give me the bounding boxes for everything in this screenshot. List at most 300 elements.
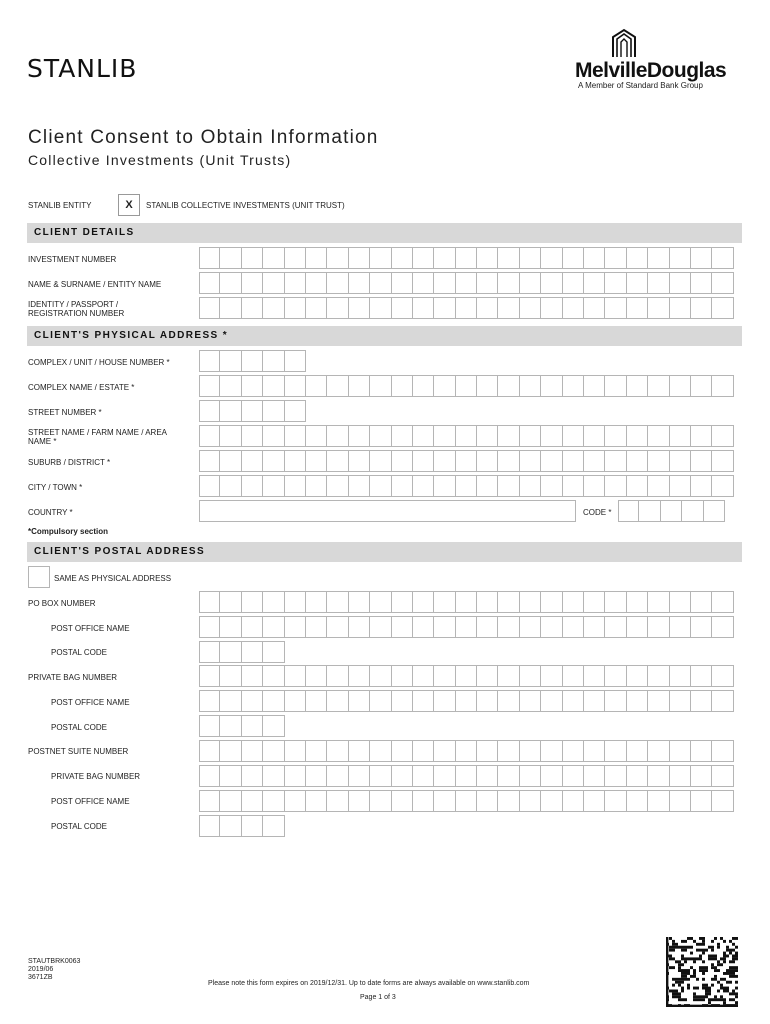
- character-cell[interactable]: [413, 450, 434, 472]
- character-cell[interactable]: [477, 765, 498, 787]
- character-cell[interactable]: [327, 475, 348, 497]
- suburb-field[interactable]: [199, 450, 734, 472]
- character-cell[interactable]: [520, 475, 541, 497]
- character-cell[interactable]: [263, 616, 284, 638]
- character-cell[interactable]: [498, 272, 519, 294]
- character-cell[interactable]: [541, 247, 562, 269]
- character-cell[interactable]: [199, 272, 220, 294]
- character-cell[interactable]: [456, 765, 477, 787]
- character-cell[interactable]: [627, 591, 648, 613]
- character-cell[interactable]: [498, 425, 519, 447]
- character-cell[interactable]: [605, 450, 626, 472]
- character-cell[interactable]: [456, 450, 477, 472]
- character-cell[interactable]: [648, 475, 669, 497]
- character-cell[interactable]: [477, 297, 498, 319]
- character-cell[interactable]: [520, 765, 541, 787]
- character-cell[interactable]: [199, 715, 220, 737]
- character-cell[interactable]: [306, 790, 327, 812]
- character-cell[interactable]: [605, 475, 626, 497]
- character-cell[interactable]: [392, 450, 413, 472]
- character-cell[interactable]: [199, 616, 220, 638]
- character-cell[interactable]: [285, 475, 306, 497]
- character-cell[interactable]: [199, 375, 220, 397]
- character-cell[interactable]: [370, 765, 391, 787]
- character-cell[interactable]: [199, 247, 220, 269]
- character-cell[interactable]: [220, 247, 241, 269]
- character-cell[interactable]: [327, 665, 348, 687]
- character-cell[interactable]: [242, 400, 263, 422]
- character-cell[interactable]: [477, 272, 498, 294]
- character-cell[interactable]: [327, 425, 348, 447]
- character-cell[interactable]: [498, 765, 519, 787]
- character-cell[interactable]: [627, 765, 648, 787]
- character-cell[interactable]: [263, 400, 284, 422]
- character-cell[interactable]: [541, 740, 562, 762]
- character-cell[interactable]: [242, 715, 263, 737]
- character-cell[interactable]: [263, 690, 284, 712]
- character-cell[interactable]: [263, 790, 284, 812]
- character-cell[interactable]: [413, 297, 434, 319]
- character-cell[interactable]: [456, 591, 477, 613]
- character-cell[interactable]: [605, 375, 626, 397]
- character-cell[interactable]: [434, 591, 455, 613]
- character-cell[interactable]: [199, 690, 220, 712]
- character-cell[interactable]: [520, 247, 541, 269]
- character-cell[interactable]: [584, 425, 605, 447]
- character-cell[interactable]: [242, 475, 263, 497]
- character-cell[interactable]: [434, 272, 455, 294]
- character-cell[interactable]: [413, 616, 434, 638]
- character-cell[interactable]: [605, 297, 626, 319]
- character-cell[interactable]: [220, 715, 241, 737]
- character-cell[interactable]: [285, 790, 306, 812]
- character-cell[interactable]: [392, 297, 413, 319]
- character-cell[interactable]: [349, 665, 370, 687]
- character-cell[interactable]: [627, 665, 648, 687]
- character-cell[interactable]: [263, 247, 284, 269]
- character-cell[interactable]: [220, 350, 241, 372]
- character-cell[interactable]: [477, 375, 498, 397]
- character-cell[interactable]: [648, 375, 669, 397]
- character-cell[interactable]: [370, 790, 391, 812]
- character-cell[interactable]: [199, 425, 220, 447]
- character-cell[interactable]: [242, 815, 263, 837]
- character-cell[interactable]: [263, 815, 284, 837]
- city-field[interactable]: [199, 475, 734, 497]
- character-cell[interactable]: [413, 591, 434, 613]
- character-cell[interactable]: [327, 247, 348, 269]
- character-cell[interactable]: [327, 616, 348, 638]
- character-cell[interactable]: [306, 665, 327, 687]
- identity-number-field[interactable]: [199, 297, 734, 319]
- character-cell[interactable]: [199, 790, 220, 812]
- character-cell[interactable]: [541, 790, 562, 812]
- character-cell[interactable]: [370, 591, 391, 613]
- character-cell[interactable]: [285, 375, 306, 397]
- character-cell[interactable]: [434, 790, 455, 812]
- character-cell[interactable]: [263, 297, 284, 319]
- character-cell[interactable]: [712, 450, 733, 472]
- character-cell[interactable]: [691, 450, 712, 472]
- pb-post-office-name-field[interactable]: [199, 690, 734, 712]
- character-cell[interactable]: [434, 665, 455, 687]
- character-cell[interactable]: [327, 591, 348, 613]
- character-cell[interactable]: [220, 641, 241, 663]
- character-cell[interactable]: [648, 450, 669, 472]
- character-cell[interactable]: [199, 350, 220, 372]
- character-cell[interactable]: [639, 500, 660, 522]
- character-cell[interactable]: [670, 450, 691, 472]
- character-cell[interactable]: [498, 450, 519, 472]
- character-cell[interactable]: [691, 375, 712, 397]
- character-cell[interactable]: [648, 740, 669, 762]
- character-cell[interactable]: [434, 450, 455, 472]
- character-cell[interactable]: [563, 475, 584, 497]
- character-cell[interactable]: [477, 475, 498, 497]
- character-cell[interactable]: [605, 247, 626, 269]
- character-cell[interactable]: [285, 665, 306, 687]
- character-cell[interactable]: [584, 297, 605, 319]
- character-cell[interactable]: [498, 665, 519, 687]
- character-cell[interactable]: [605, 272, 626, 294]
- character-cell[interactable]: [691, 247, 712, 269]
- character-cell[interactable]: [691, 297, 712, 319]
- character-cell[interactable]: [627, 425, 648, 447]
- character-cell[interactable]: [285, 740, 306, 762]
- character-cell[interactable]: [520, 790, 541, 812]
- character-cell[interactable]: [285, 247, 306, 269]
- character-cell[interactable]: [498, 690, 519, 712]
- po-box-number-field[interactable]: [199, 591, 734, 613]
- character-cell[interactable]: [661, 500, 682, 522]
- character-cell[interactable]: [349, 616, 370, 638]
- character-cell[interactable]: [498, 475, 519, 497]
- character-cell[interactable]: [392, 765, 413, 787]
- postnet-suite-number-field[interactable]: [199, 740, 734, 762]
- character-cell[interactable]: [220, 690, 241, 712]
- character-cell[interactable]: [434, 740, 455, 762]
- character-cell[interactable]: [349, 690, 370, 712]
- character-cell[interactable]: [306, 591, 327, 613]
- character-cell[interactable]: [670, 425, 691, 447]
- pn-postal-code-field[interactable]: [199, 815, 285, 837]
- character-cell[interactable]: [349, 790, 370, 812]
- character-cell[interactable]: [456, 616, 477, 638]
- character-cell[interactable]: [541, 591, 562, 613]
- character-cell[interactable]: [627, 740, 648, 762]
- character-cell[interactable]: [242, 740, 263, 762]
- character-cell[interactable]: [349, 272, 370, 294]
- character-cell[interactable]: [199, 450, 220, 472]
- character-cell[interactable]: [413, 247, 434, 269]
- character-cell[interactable]: [670, 616, 691, 638]
- character-cell[interactable]: [541, 690, 562, 712]
- character-cell[interactable]: [434, 425, 455, 447]
- character-cell[interactable]: [220, 790, 241, 812]
- character-cell[interactable]: [199, 591, 220, 613]
- character-cell[interactable]: [327, 790, 348, 812]
- character-cell[interactable]: [306, 765, 327, 787]
- pn-post-office-name-field[interactable]: [199, 790, 734, 812]
- character-cell[interactable]: [370, 375, 391, 397]
- character-cell[interactable]: [627, 450, 648, 472]
- character-cell[interactable]: [520, 740, 541, 762]
- character-cell[interactable]: [605, 690, 626, 712]
- character-cell[interactable]: [242, 425, 263, 447]
- character-cell[interactable]: [648, 690, 669, 712]
- character-cell[interactable]: [434, 690, 455, 712]
- character-cell[interactable]: [704, 500, 725, 522]
- character-cell[interactable]: [242, 272, 263, 294]
- character-cell[interactable]: [327, 765, 348, 787]
- character-cell[interactable]: [456, 740, 477, 762]
- character-cell[interactable]: [413, 665, 434, 687]
- character-cell[interactable]: [498, 247, 519, 269]
- character-cell[interactable]: [712, 790, 733, 812]
- character-cell[interactable]: [584, 247, 605, 269]
- street-number-field[interactable]: [199, 400, 306, 422]
- entity-checkbox[interactable]: X: [118, 194, 140, 216]
- character-cell[interactable]: [434, 765, 455, 787]
- character-cell[interactable]: [456, 790, 477, 812]
- character-cell[interactable]: [563, 272, 584, 294]
- character-cell[interactable]: [263, 665, 284, 687]
- character-cell[interactable]: [242, 616, 263, 638]
- character-cell[interactable]: [413, 765, 434, 787]
- character-cell[interactable]: [370, 425, 391, 447]
- character-cell[interactable]: [541, 375, 562, 397]
- character-cell[interactable]: [242, 591, 263, 613]
- character-cell[interactable]: [520, 272, 541, 294]
- character-cell[interactable]: [242, 375, 263, 397]
- character-cell[interactable]: [648, 616, 669, 638]
- private-bag-number-field[interactable]: [199, 665, 734, 687]
- character-cell[interactable]: [220, 616, 241, 638]
- character-cell[interactable]: [627, 272, 648, 294]
- character-cell[interactable]: [199, 740, 220, 762]
- character-cell[interactable]: [242, 641, 263, 663]
- character-cell[interactable]: [541, 450, 562, 472]
- character-cell[interactable]: [263, 450, 284, 472]
- character-cell[interactable]: [498, 375, 519, 397]
- character-cell[interactable]: [306, 375, 327, 397]
- character-cell[interactable]: [712, 272, 733, 294]
- character-cell[interactable]: [541, 475, 562, 497]
- pn-private-bag-number-field[interactable]: [199, 765, 734, 787]
- character-cell[interactable]: [199, 475, 220, 497]
- character-cell[interactable]: [477, 616, 498, 638]
- character-cell[interactable]: [413, 375, 434, 397]
- name-surname-field[interactable]: [199, 272, 734, 294]
- character-cell[interactable]: [520, 616, 541, 638]
- character-cell[interactable]: [285, 425, 306, 447]
- character-cell[interactable]: [456, 690, 477, 712]
- character-cell[interactable]: [349, 450, 370, 472]
- character-cell[interactable]: [563, 690, 584, 712]
- character-cell[interactable]: [370, 665, 391, 687]
- character-cell[interactable]: [370, 690, 391, 712]
- character-cell[interactable]: [220, 450, 241, 472]
- character-cell[interactable]: [498, 740, 519, 762]
- character-cell[interactable]: [691, 765, 712, 787]
- character-cell[interactable]: [199, 297, 220, 319]
- character-cell[interactable]: [584, 450, 605, 472]
- character-cell[interactable]: [242, 765, 263, 787]
- character-cell[interactable]: [648, 425, 669, 447]
- character-cell[interactable]: [584, 740, 605, 762]
- code-field[interactable]: [618, 500, 725, 522]
- character-cell[interactable]: [605, 665, 626, 687]
- character-cell[interactable]: [392, 740, 413, 762]
- character-cell[interactable]: [327, 690, 348, 712]
- character-cell[interactable]: [520, 450, 541, 472]
- character-cell[interactable]: [670, 765, 691, 787]
- character-cell[interactable]: [434, 375, 455, 397]
- character-cell[interactable]: [520, 690, 541, 712]
- character-cell[interactable]: [242, 450, 263, 472]
- character-cell[interactable]: [605, 616, 626, 638]
- character-cell[interactable]: [285, 690, 306, 712]
- character-cell[interactable]: [434, 297, 455, 319]
- character-cell[interactable]: [584, 375, 605, 397]
- character-cell[interactable]: [584, 790, 605, 812]
- character-cell[interactable]: [498, 790, 519, 812]
- character-cell[interactable]: [285, 616, 306, 638]
- character-cell[interactable]: [541, 616, 562, 638]
- character-cell[interactable]: [670, 272, 691, 294]
- character-cell[interactable]: [477, 425, 498, 447]
- character-cell[interactable]: [263, 350, 284, 372]
- character-cell[interactable]: [263, 641, 284, 663]
- character-cell[interactable]: [605, 790, 626, 812]
- character-cell[interactable]: [477, 665, 498, 687]
- character-cell[interactable]: [456, 375, 477, 397]
- complex-unit-field[interactable]: [199, 350, 306, 372]
- character-cell[interactable]: [670, 790, 691, 812]
- character-cell[interactable]: [670, 591, 691, 613]
- character-cell[interactable]: [477, 740, 498, 762]
- character-cell[interactable]: [563, 665, 584, 687]
- character-cell[interactable]: [520, 297, 541, 319]
- character-cell[interactable]: [682, 500, 703, 522]
- character-cell[interactable]: [392, 790, 413, 812]
- character-cell[interactable]: [220, 665, 241, 687]
- character-cell[interactable]: [306, 475, 327, 497]
- character-cell[interactable]: [306, 247, 327, 269]
- character-cell[interactable]: [712, 425, 733, 447]
- character-cell[interactable]: [434, 616, 455, 638]
- character-cell[interactable]: [285, 765, 306, 787]
- character-cell[interactable]: [584, 765, 605, 787]
- character-cell[interactable]: [349, 297, 370, 319]
- country-field[interactable]: [199, 500, 576, 522]
- character-cell[interactable]: [691, 740, 712, 762]
- character-cell[interactable]: [434, 475, 455, 497]
- character-cell[interactable]: [605, 765, 626, 787]
- character-cell[interactable]: [392, 272, 413, 294]
- character-cell[interactable]: [285, 591, 306, 613]
- character-cell[interactable]: [392, 475, 413, 497]
- character-cell[interactable]: [456, 475, 477, 497]
- character-cell[interactable]: [584, 475, 605, 497]
- character-cell[interactable]: [584, 665, 605, 687]
- character-cell[interactable]: [413, 272, 434, 294]
- character-cell[interactable]: [648, 272, 669, 294]
- character-cell[interactable]: [263, 765, 284, 787]
- character-cell[interactable]: [584, 616, 605, 638]
- same-as-physical-checkbox[interactable]: [28, 566, 50, 588]
- character-cell[interactable]: [712, 591, 733, 613]
- character-cell[interactable]: [263, 475, 284, 497]
- character-cell[interactable]: [370, 272, 391, 294]
- character-cell[interactable]: [541, 765, 562, 787]
- character-cell[interactable]: [627, 375, 648, 397]
- character-cell[interactable]: [285, 272, 306, 294]
- character-cell[interactable]: [220, 272, 241, 294]
- character-cell[interactable]: [220, 475, 241, 497]
- character-cell[interactable]: [691, 790, 712, 812]
- character-cell[interactable]: [413, 740, 434, 762]
- character-cell[interactable]: [349, 591, 370, 613]
- character-cell[interactable]: [220, 375, 241, 397]
- character-cell[interactable]: [370, 297, 391, 319]
- character-cell[interactable]: [541, 272, 562, 294]
- character-cell[interactable]: [306, 297, 327, 319]
- character-cell[interactable]: [392, 665, 413, 687]
- character-cell[interactable]: [220, 297, 241, 319]
- character-cell[interactable]: [605, 425, 626, 447]
- character-cell[interactable]: [670, 375, 691, 397]
- character-cell[interactable]: [520, 375, 541, 397]
- character-cell[interactable]: [456, 665, 477, 687]
- character-cell[interactable]: [392, 616, 413, 638]
- character-cell[interactable]: [434, 247, 455, 269]
- character-cell[interactable]: [263, 715, 284, 737]
- character-cell[interactable]: [691, 272, 712, 294]
- character-cell[interactable]: [627, 616, 648, 638]
- character-cell[interactable]: [670, 247, 691, 269]
- character-cell[interactable]: [712, 475, 733, 497]
- character-cell[interactable]: [242, 690, 263, 712]
- character-cell[interactable]: [285, 297, 306, 319]
- complex-name-field[interactable]: [199, 375, 734, 397]
- character-cell[interactable]: [306, 740, 327, 762]
- character-cell[interactable]: [691, 425, 712, 447]
- character-cell[interactable]: [306, 690, 327, 712]
- character-cell[interactable]: [712, 765, 733, 787]
- character-cell[interactable]: [327, 297, 348, 319]
- character-cell[interactable]: [456, 297, 477, 319]
- character-cell[interactable]: [263, 425, 284, 447]
- character-cell[interactable]: [242, 247, 263, 269]
- character-cell[interactable]: [242, 665, 263, 687]
- character-cell[interactable]: [199, 400, 220, 422]
- character-cell[interactable]: [670, 475, 691, 497]
- character-cell[interactable]: [648, 247, 669, 269]
- character-cell[interactable]: [306, 425, 327, 447]
- character-cell[interactable]: [349, 375, 370, 397]
- character-cell[interactable]: [670, 690, 691, 712]
- character-cell[interactable]: [627, 297, 648, 319]
- character-cell[interactable]: [263, 272, 284, 294]
- character-cell[interactable]: [477, 247, 498, 269]
- po-postal-code-field[interactable]: [199, 641, 285, 663]
- character-cell[interactable]: [220, 400, 241, 422]
- character-cell[interactable]: [392, 690, 413, 712]
- character-cell[interactable]: [413, 475, 434, 497]
- character-cell[interactable]: [618, 500, 639, 522]
- character-cell[interactable]: [563, 740, 584, 762]
